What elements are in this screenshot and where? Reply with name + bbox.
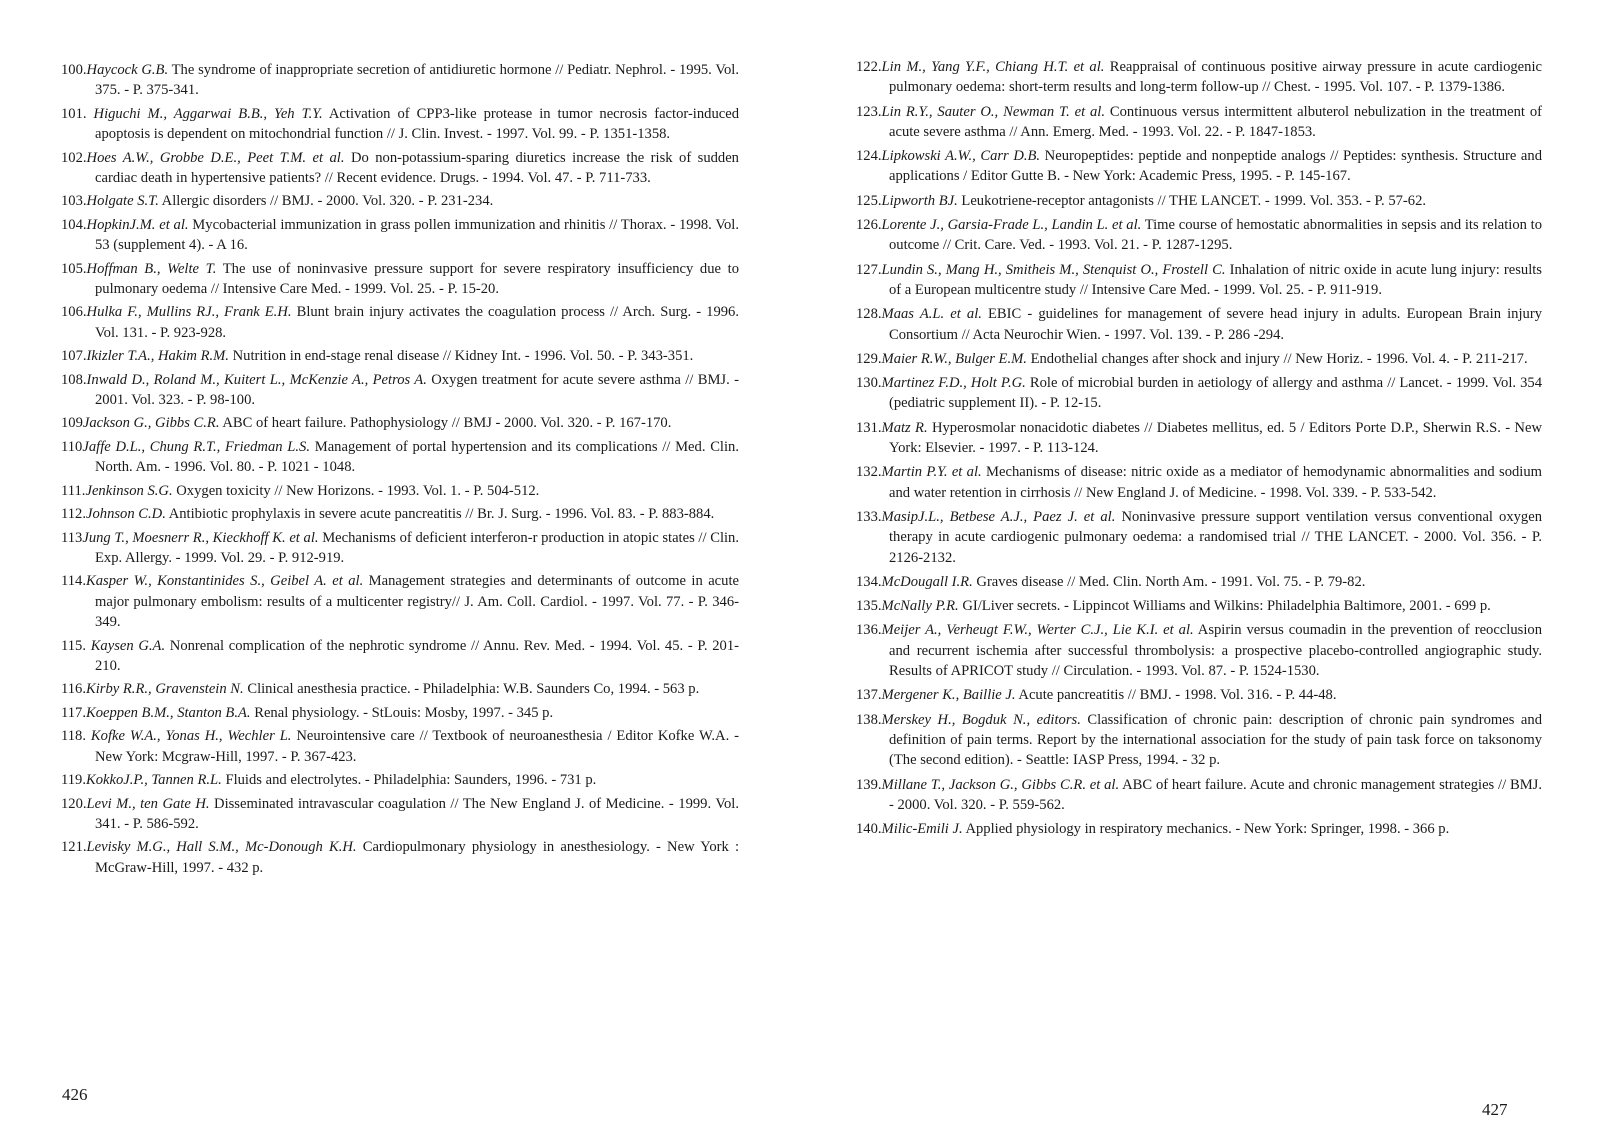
reference-text: GI/Liver secrets. - Lippincot Williams and Wilkins: Philadelphia Baltimore, 2001. - 699 p. bbox=[958, 598, 1491, 615]
reference-entry bbox=[61, 481, 739, 501]
reference-number: 114. bbox=[61, 573, 86, 590]
reference-list bbox=[61, 60, 739, 881]
reference-text: Mechanisms of disease: nitric oxide as a mediator of hemodynamic abnormalities and sodium and water retention in cirrhosis // New England J. of Medicine. - 1998. Vol. 339. - P. 533-542. bbox=[889, 464, 1542, 501]
reference-authors: Martinez F.D., Holt P.G. bbox=[881, 375, 1026, 392]
reference-number: 122. bbox=[856, 59, 882, 75]
reference-authors: Hoes A.W., Grobbe D.E., Peet T.M. et al. bbox=[86, 149, 345, 166]
reference-authors: Jackson G., Gibbs C.R. bbox=[82, 415, 220, 432]
reference-entry bbox=[61, 726, 739, 767]
reference-text: Mycobacterial immunization in grass pollen immunization and rhinitis // Thorax. - 1998. Vol. 53 (supplement 4). - A 16. bbox=[95, 216, 739, 254]
reference-authors: Lin M., Yang Y.F., Chiang H.T. et al. bbox=[881, 59, 1105, 75]
reference-text: Neurointensive care // Textbook of neuroanesthesia / Editor Kofke W.A. - New York: Mcgraw-Hill, 1997. - P. 367-423. bbox=[95, 728, 739, 765]
reference-entry bbox=[61, 191, 739, 211]
reference-text: The use of noninvasive pressure support for severe respiratory insufficiency due to pulmonary oedema // Intensive Care Med. - 1999. Vol. 25. - P. 15-20. bbox=[95, 260, 739, 297]
page-number: 427 bbox=[1482, 1100, 1508, 1119]
reference-text: Disseminated intravascular coagulation // The New England J. of Medicine. - 1999. Vol. 341. - P. 586-592. bbox=[95, 795, 740, 832]
reference-text: Renal physiology. - StLouis: Mosby, 1997. - 345 p. bbox=[250, 704, 554, 721]
reference-entry bbox=[61, 437, 739, 478]
reference-entry bbox=[856, 462, 1542, 503]
reference-authors: Johnson C.D. bbox=[86, 506, 166, 523]
reference-number: 119. bbox=[61, 772, 86, 789]
reference-entry bbox=[61, 60, 739, 101]
reference-text: Oxygen toxicity // New Horizons. - 1993. Vol. 1. - P. 504-512. bbox=[172, 482, 540, 499]
reference-authors: Jenkinson S.G. bbox=[85, 482, 173, 499]
reference-text: Clinical anesthesia practice. - Philadelphia: W.B. Saunders Co, 1994. - 563 p. bbox=[243, 681, 700, 698]
reference-text: Mechanisms of deficient interferon-r production in atopic states // Clin. Exp. Allergy. - 1999. Vol. 29. - P. 912-919. bbox=[95, 529, 739, 566]
reference-entry bbox=[61, 370, 739, 411]
reference-authors: Martin P.Y. et al. bbox=[881, 464, 982, 481]
reference-authors: McNally P.R. bbox=[881, 598, 959, 615]
reference-text: Do non-potassium-sparing diuretics increase the risk of sudden cardiac death in hypertensive patients? // Recent evidence. Drugs. - 1994. Vol. 47. - P. 711-733. bbox=[95, 149, 739, 186]
reference-number: 108. bbox=[61, 371, 87, 388]
reference-authors: McDougall I.R. bbox=[881, 573, 973, 590]
reference-entry bbox=[856, 373, 1542, 414]
reference-entry bbox=[61, 636, 739, 677]
reference-authors: Lin R.Y., Sauter O., Newman T. et al. bbox=[881, 103, 1105, 120]
reference-text: Activation of CPP3-like protease in tumor necrosis factor-induced apoptosis is dependent on mitochondrial function // J. Clin. Invest. - 1997. Vol. 99. - P. 1351-1358. bbox=[95, 105, 740, 143]
reference-text: Management of portal hypertension and its complications // Med. Clin. North. Am. - 1996. Vol. 80. - P. 1021 - 1048. bbox=[95, 438, 739, 476]
reference-number: 132. bbox=[856, 464, 882, 481]
reference-entry bbox=[856, 215, 1542, 256]
reference-authors: HopkinJ.M. et al. bbox=[86, 216, 189, 233]
reference-entry bbox=[61, 837, 739, 878]
reference-number: 112. bbox=[61, 506, 86, 523]
reference-number: 128. bbox=[856, 306, 882, 323]
reference-text: Cardiopulmonary physiology in anesthesiology. - New York : McGraw-Hill, 1997. - 432 p. bbox=[95, 839, 739, 876]
reference-number: 125. bbox=[856, 192, 882, 209]
reference-number: 134. bbox=[856, 573, 882, 590]
reference-entry bbox=[61, 346, 739, 366]
reference-number: 140. bbox=[856, 821, 882, 838]
reference-entry bbox=[61, 794, 739, 835]
reference-text: Allergic disorders // BMJ. - 2000. Vol. 320. - P. 231-234. bbox=[158, 193, 494, 210]
reference-authors: Lipkowski A.W., Carr D.B. bbox=[881, 148, 1041, 165]
reference-number: 121. bbox=[61, 839, 87, 856]
reference-text: Blunt brain injury activates the coagulation process // Arch. Surg. - 1996. Vol. 131. - P. 923-928. bbox=[95, 304, 739, 341]
reference-number: 104. bbox=[61, 216, 87, 233]
reference-text: Inhalation of nitric oxide in acute lung injury: results of a European multicentre study // Intensive Care Med. - 1999. Vol. 25. - P. 911-919. bbox=[889, 261, 1542, 298]
reference-number: 117. bbox=[61, 704, 86, 721]
reference-text: Endothelial changes after shock and injury // New Horiz. - 1996. Vol. 4. - P. 211-217. bbox=[1026, 350, 1528, 367]
reference-number: 139. bbox=[856, 776, 882, 793]
reference-number: 115. bbox=[61, 637, 91, 654]
reference-entry bbox=[61, 215, 739, 256]
reference-entry bbox=[856, 260, 1542, 301]
reference-entry bbox=[856, 146, 1542, 187]
reference-authors: MasipJ.L., Betbese A.J., Paez J. et al. bbox=[881, 508, 1116, 525]
reference-number: 101. bbox=[61, 105, 94, 122]
reference-entry bbox=[856, 304, 1542, 345]
reference-authors: Lorente J., Garsia-Frade L., Landin L. et al. bbox=[881, 217, 1142, 234]
reference-number: 116. bbox=[61, 681, 86, 698]
reference-entry bbox=[61, 504, 739, 524]
reference-entry bbox=[856, 418, 1542, 459]
reference-authors: Meijer A., Verheugt F.W., Werter C.J., Lie K.I. et al. bbox=[881, 622, 1194, 639]
reference-authors: Mergener K., Baillie J. bbox=[881, 687, 1016, 704]
reference-authors: KokkoJ.P., Tannen R.L. bbox=[86, 772, 222, 789]
reference-entry bbox=[856, 710, 1542, 771]
reference-entry bbox=[61, 259, 739, 300]
reference-text: Noninvasive pressure support ventilation versus conventional oxygen therapy in acute cardiogenic pulmonary oedema: a randomised trial // THE LANCET. - 2000. Vol. 356. - P. 2126-2132. bbox=[889, 508, 1542, 566]
reference-text: Antibiotic prophylaxis in severe acute pancreatitis // Br. J. Surg. - 1996. Vol. 83. - P. 883-884. bbox=[165, 506, 715, 523]
reference-number: 129. bbox=[856, 350, 882, 367]
reference-number: 102. bbox=[61, 149, 87, 166]
reference-number: 120. bbox=[61, 795, 87, 812]
reference-entry bbox=[61, 679, 739, 699]
reference-text: Classification of chronic pain: description of chronic pain syndromes and definition of pain terms. Report by the international association for the study of pain task force on taksonomy (The second edition). - Seattle: IASP Press, 1994. - 32 p. bbox=[889, 711, 1543, 769]
reference-entry bbox=[61, 413, 739, 433]
reference-authors: Lundin S., Mang H., Smitheis M., Stenquist O., Frostell C. bbox=[881, 261, 1226, 278]
reference-text: Role of microbial burden in aetiology of allergy and asthma // Lancet. - 1999. Vol. 354 (pediatric supplement II). - P. 12-15. bbox=[889, 375, 1542, 412]
reference-entry bbox=[856, 507, 1542, 568]
reference-entry bbox=[856, 819, 1542, 839]
reference-authors: Millane T., Jackson G., Gibbs C.R. et al. bbox=[881, 776, 1120, 793]
reference-authors: Jaffe D.L., Chung R.T., Friedman L.S. bbox=[82, 438, 310, 455]
reference-authors: Levisky M.G., Hall S.M., Mc-Donough K.H. bbox=[86, 839, 357, 856]
reference-authors: Maas A.L. et al. bbox=[881, 306, 982, 323]
reference-entry bbox=[61, 148, 739, 189]
reference-number: 136. bbox=[856, 622, 882, 639]
reference-text: Nonrenal complication of the nephrotic syndrome // Annu. Rev. Med. - 1994. Vol. 45. - P. 201-210. bbox=[95, 637, 739, 674]
reference-entry bbox=[856, 685, 1542, 705]
reference-text: Management strategies and determinants of outcome in acute major pulmonary embolism: results of a multicenter registry// J. Am. Coll. Cardiol. - 1997. Vol. 77. - P. 346-349. bbox=[95, 573, 739, 631]
reference-entry bbox=[856, 596, 1542, 616]
reference-text: Oxygen treatment for acute severe asthma // BMJ. - 2001. Vol. 323. - P. 98-100. bbox=[95, 371, 740, 408]
reference-number: 107. bbox=[61, 348, 87, 365]
reference-entry bbox=[856, 57, 1542, 98]
reference-authors: Kaysen G.A. bbox=[90, 637, 166, 654]
reference-text: EBIC - guidelines for management of severe head injury in adults. European Brain injury Consortium // Acta Neurochir Wien. - 1997. Vol. 139. - P. 286 -294. bbox=[889, 306, 1542, 343]
reference-number: 138. bbox=[856, 711, 882, 728]
reference-authors: Lipworth BJ. bbox=[881, 192, 958, 209]
reference-entry bbox=[61, 571, 739, 632]
reference-authors: Maier R.W., Bulger E.M. bbox=[881, 350, 1027, 367]
reference-text: Graves disease // Med. Clin. North Am. - 1991. Vol. 75. - P. 79-82. bbox=[972, 573, 1366, 590]
reference-list bbox=[856, 57, 1542, 843]
reference-text: Acute pancreatitis // BMJ. - 1998. Vol. 316. - P. 44-48. bbox=[1015, 687, 1337, 704]
reference-entry bbox=[61, 770, 739, 790]
reference-number: 100. bbox=[61, 62, 87, 78]
reference-entry bbox=[856, 191, 1542, 211]
reference-number: 131. bbox=[856, 419, 882, 436]
reference-number: 106. bbox=[61, 304, 87, 321]
right-page bbox=[800, 0, 1600, 1145]
reference-authors: Matz R. bbox=[881, 419, 928, 436]
reference-text: Continuous versus intermittent albuterol nebulization in the treatment of acute severe asthma // Ann. Emerg. Med. - 1993. Vol. 22. - P. 1847-1853. bbox=[889, 103, 1542, 140]
reference-text: Aspirin versus coumadin in the prevention of reocclusion and recurrent ischemia after successful thrombolysis: a prospective placebo-controlled angiographic study. Results of APRICOT study // Circulation. - 1993. Vol. 87. - P. 1524-1530. bbox=[889, 622, 1542, 680]
reference-authors: Holgate S.T. bbox=[86, 193, 159, 210]
reference-number: 105. bbox=[61, 260, 87, 277]
reference-number: 135. bbox=[856, 598, 882, 615]
reference-number: 118. bbox=[61, 728, 91, 745]
reference-entry bbox=[61, 703, 739, 723]
reference-entry bbox=[856, 775, 1542, 816]
reference-authors: Kofke W.A., Yonas H., Wechler L. bbox=[90, 728, 292, 745]
reference-entry bbox=[856, 572, 1542, 592]
reference-authors: Kasper W., Konstantinides S., Geibel A. et al. bbox=[86, 573, 364, 590]
page-number: 426 bbox=[62, 1085, 88, 1104]
reference-number: 123. bbox=[856, 103, 882, 120]
reference-text: Applied physiology in respiratory mechanics. - New York: Springer, 1998. - 366 p. bbox=[962, 821, 1450, 838]
reference-authors: Levi M., ten Gate H. bbox=[86, 795, 210, 812]
reference-authors: Hulka F., Mullins RJ., Frank E.H. bbox=[86, 304, 292, 321]
reference-number: 124. bbox=[856, 148, 882, 165]
reference-number: 113 bbox=[61, 529, 83, 546]
reference-authors: Jung T., Moesnerr R., Kieckhoff K. et al. bbox=[82, 529, 319, 546]
reference-number: 133. bbox=[856, 508, 882, 525]
reference-entry bbox=[856, 102, 1542, 143]
reference-authors: Milic-Emili J. bbox=[881, 821, 963, 838]
reference-authors: Haycock G.B. bbox=[86, 62, 169, 78]
reference-text: Time course of hemostatic abnormalities in sepsis and its relation to outcome // Crit. Care. Ved. - 1993. Vol. 21. - P. 1287-1295. bbox=[889, 217, 1542, 254]
reference-text: ABC of heart failure. Acute and chronic management strategies // BMJ. - 2000. Vol. 320. - P. 559-562. bbox=[889, 776, 1542, 813]
reference-number: 111. bbox=[61, 482, 86, 499]
reference-authors: Koeppen B.M., Stanton B.A. bbox=[86, 704, 251, 721]
reference-text: The syndrome of inappropriate secretion of antidiuretic hormone // Pediatr. Nephrol. - 1995. Vol. 375. - P. 375-341. bbox=[95, 62, 739, 99]
reference-authors: Inwald D., Roland M., Kuitert L., McKenzie A., Petros A. bbox=[86, 371, 427, 388]
reference-number: 127. bbox=[856, 261, 882, 278]
reference-entry bbox=[61, 528, 739, 569]
reference-entry bbox=[856, 349, 1542, 369]
reference-number: 126. bbox=[856, 217, 882, 234]
reference-number: 137. bbox=[856, 687, 882, 704]
reference-text: Leukotriene-receptor antagonists // THE LANCET. - 1999. Vol. 353. - P. 57-62. bbox=[957, 192, 1427, 209]
reference-number: 110 bbox=[61, 438, 83, 455]
reference-entry bbox=[61, 104, 739, 145]
reference-authors: Hoffman B., Welte T. bbox=[86, 260, 217, 277]
reference-text: Nutrition in end-stage renal disease // Kidney Int. - 1996. Vol. 50. - P. 343-351. bbox=[228, 348, 694, 365]
reference-text: ABC of heart failure. Pathophysiology // BMJ - 2000. Vol. 320. - P. 167-170. bbox=[219, 415, 672, 432]
reference-number: 103. bbox=[61, 193, 87, 210]
reference-number: 109 bbox=[61, 415, 83, 432]
reference-authors: Kirby R.R., Gravenstein N. bbox=[86, 681, 244, 698]
reference-text: Hyperosmolar nonacidotic diabetes // Diabetes mellitus, ed. 5 / Editors Porte D.P., Sherwin R.S. - New York: Elsevier. - 1997. - P. 113-124. bbox=[889, 419, 1542, 457]
reference-entry bbox=[61, 302, 739, 343]
reference-number: 130. bbox=[856, 375, 882, 392]
reference-entry bbox=[856, 620, 1542, 681]
reference-text: Fluids and electrolytes. - Philadelphia: Saunders, 1996. - 731 p. bbox=[221, 772, 597, 789]
reference-text: Neuropeptides: peptide and nonpeptide analogs // Peptides: synthesis. Structure and applications / Editor Gutte B. - New York: Academic Press, 1995. - P. 145-167. bbox=[889, 148, 1542, 185]
reference-authors: Ikizler T.A., Hakim R.M. bbox=[86, 348, 229, 365]
reference-authors: Merskey H., Bogduk N., editors. bbox=[881, 711, 1081, 728]
reference-text: Reappraisal of continuous positive airway pressure in acute cardiogenic pulmonary oedema: short-term results and long-term follow-up // Chest. - 1995. Vol. 107. - P. 1379-1386. bbox=[889, 59, 1542, 96]
reference-authors: Higuchi M., Aggarwai B.B., Yeh T.Y. bbox=[93, 105, 323, 122]
